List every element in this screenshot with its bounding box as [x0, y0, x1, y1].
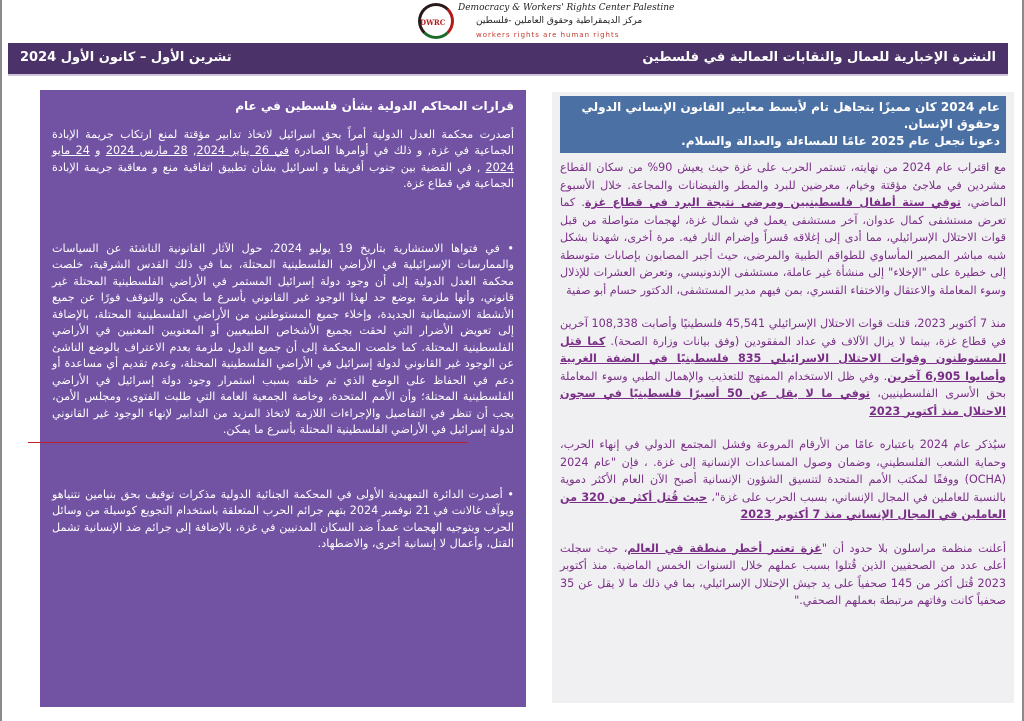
casualties-paragraph — [560, 315, 1006, 420]
logo-english-name: Democracy & Workers' Rights Center Palestine — [458, 3, 675, 13]
date-link[interactable]: في 26 يناير 2024 — [196, 144, 289, 157]
icj-advisory-opinion-paragraph: • في فتواها الاستشارية بتاريخ 19 يوليو 2024، حول الآثار القانونية الناشئة عن السياسات والممارسات الإسرائيلية في الأراضي الفلسطينية المحتلة، بما في ذلك القدس الشرقية، خلصت محكمة العدل الدولية إلى أن وجود دولة إسرائيل المستمر في الأراضي الفلسطينية المحتلة غير قانوني، وأنها ملزمة بوضع حد لهذا الوجود غير القانوني بأسرع ما يمكن، والتوقف فورًا عن جميع الأنشطة الاستيطانية الجديدة، وإخلاء جميع المستوطنين من الأراضي الفلسطينية المحتلة، بالإضافة إلى تعويض الأضرار التي لحقت بجميع الأشخاص الطبيعيين أو المعنويين المعنيين في الأراضي الفلسطينية المحتلة. كما خلصت المحكمة إلى أن جميع الدول ملزمة بعدم الاعتراف بالوضع الناشئ عن الوجود غير القانوني لدولة إسرائيل في الأراضي الفلسطينية المحتلة، وعدم تقديم أي مساعدة أو دعم في الحفاظ على الوضع الذي تم خلقه بسبب استمرار وجود دولة إسرائيل في الأراضي الفلسطينية المحتلة؛ وأن الأمم المتحدة، وخاصة الجمعية العامة التي طلبت الفتوى، ومجلس الأمن، يجب أن تنظر في التفاصيل والإجراءات اللازمة لاتخاذ المزيد من التدابير لإنهاء الوجود غير القانوني لدولة إسرائيل في الأراضي الفلسطينية المحتلة بأسرع ما يمكن. — [52, 241, 514, 436]
highlight-link[interactable]: غزة تعتبر أخطر منطقة في العالم — [627, 541, 822, 555]
icc-arrest-warrants-paragraph: • أصدرت الدائرة التمهيدية الأولى في المحكمة الجنائية الدولية مذكرات توقيف بحق بنيامين نتنياهو ويوآف غالانت في 21 نوفمبر 2024 بتهم جرائم الحرب المتعلقة باستخدام التجويع كوسيلة من وسائل الحرب وبتوجيه الهجمات عمداً ضد السكان المدنيين في غزة، بالإضافة إلى جرائم ضد الإنسانية تشمل القتل، وأعمال لا إنسانية أخرى، والاضطهاد. — [52, 487, 514, 550]
section-title: قرارات المحاكم الدولية بشأن فلسطين في عام — [235, 99, 514, 113]
highlight-line: عام 2024 كان مميزًا بتجاهل تام لأبسط معايير القانون الإنساني الدولي وحقوق الإنسان. — [581, 100, 1000, 131]
journalists-paragraph — [560, 540, 1006, 610]
logo-arabic-name: مركز الديمقراطية وحقوق العاملين -فلسطين — [476, 16, 643, 26]
highlight-box — [560, 96, 1006, 153]
text: , في القضية بين جنوب أفريقيا و اسرائيل بشأن تطبيق اتفاقية منع و معاقبة جريمة الإبادة الجماعية في قطاع غزة. — [52, 160, 514, 190]
logo-tagline: workers rights are human rights — [476, 31, 620, 39]
gaza-war-paragraph — [560, 159, 1006, 299]
text: منذ 7 أكتوبر 2023، قتلت قوات الاحتلال الإسرائيلي 45,541 فلسطينيًا وأصابت 108,338 آخرين في قطاع غزة، بينما لا يزال الآلاف في عداد المفقودين (وفق بيانات وزارة الصحة). — [560, 317, 1006, 348]
text: . كما تعرض مستشفى كمال عدوان، آخر مستشفى يعمل في شمال غزة، لهجمات متواصلة من قبل قوات الاحتلال الإسرائيلي، مما أدى إلى إغلاقه قسراً وإضرام النار فيه. مرة أخرى، شهدنا بشكل شبه مباشر المصير المأساوي للطواقم الطبية والمرضى، حيث أجبر المصابون بإصابات متوسطة إلى خطيرة على "الإخلاء" إلى منشأة غير عاملة، مستشفى الإندونيسي، وتعرض العشرات للإذلال وسوء المعاملة والاعتقال والاختفاء القسري، بمن فيهم مدير المستشفى، الدكتور حسام أبو صفية — [560, 196, 1006, 297]
text: , — [187, 144, 197, 157]
newsletter-title: النشرة الإخبارية للعمال والنقابات العمالية في فلسطين — [642, 50, 996, 65]
highlight-link[interactable]: توفي ستة أطفال فلسطينيين ومرضى نتيجة البرد في قطاع غزة — [584, 196, 961, 209]
text: أصدرت محكمة العدل الدولية أمراً بحق اسرائيل لاتخاذ تدابير مؤقتة لمنع ارتكاب جريمة الإبادة الجماعية في غزة, و ذلك في أوامرها الصادرة — [52, 127, 514, 157]
text: ، حيث سجلت أعلى عدد من الصحفيين الذين قُتلوا بسبب عملهم خلال السنوات الخمس الماضية. منذ أكتوبر 2023 قُتل أكثر من 145 صحفياً على يد جيش الإحتلال الإسرائيلي، بما في ذلك ما لا يقل عن 35 صحفياً كانت وفاتهم مرتبطة بعملهم الصحفي." — [560, 541, 1006, 607]
humanitarian-workers-paragraph — [560, 436, 1006, 524]
highlight-line: دعونا نجعل عام 2025 عامًا للمساءلة والعدالة والسلام. — [681, 134, 1000, 148]
date-link[interactable]: 28 مارس 2024 — [105, 144, 188, 157]
gaza-situation-panel — [552, 92, 1014, 703]
highlight-link[interactable]: حيث قُتل أكثر من 320 من العاملين في المجال الإنساني منذ 7 أكتوبر 2023 — [560, 490, 1006, 521]
highlight-link[interactable]: كما قتل المستوطنون وقوات الاحتلال الاسرائيلي 835 فلسطينيًا في الضفة الغربية وأصابوا 6,905 آخرين — [560, 334, 1007, 383]
date-link[interactable]: 24 مايو 2024 — [52, 144, 514, 174]
icj-provisional-measures-paragraph — [52, 127, 514, 193]
page-border-left — [0, 0, 2, 721]
text: أعلنت منظمة مراسلون بلا حدود أن " — [821, 541, 1006, 555]
international-courts-panel — [40, 90, 526, 707]
text: مع اقتراب عام 2024 من نهايته، تستمر الحرب على غزة حيث يعيش 90% من سكان القطاع مشردين في ملاجئ مؤقتة وخيام، معرضين للبرد والمطر والفيضانات والمجاعة. خلال الأسبوع الماضي، — [560, 161, 1006, 209]
highlight-link[interactable]: توفي ما لا يقل عن 50 أسيرًا فلسطينيًا في سجون الاحتلال منذ أكتوبر 2023 — [560, 387, 1006, 418]
text: سيُذكر عام 2024 باعتباره عامًا من الأرقام المروعة وفشل المجتمع الدولي في إنهاء الحرب، وحماية الشعب الفلسطيني، وضمان وصول المساعدات الإنسانية إلى غزة. ، فإن "عام 2024 (OCHA) ووفقًا لمكتب الأمم المتحدة لتنسيق الشؤون الإنسانية أصبح الآن العام الأكثر دموية بالنسبة للعاملين في المجال الإنساني، بسبب الحرب على غزة"، — [560, 438, 1006, 504]
organization-logo — [418, 2, 675, 42]
text: و — [89, 144, 106, 157]
title-divider — [8, 74, 1008, 76]
newsletter-period: تشرين الأول – كانون الأول 2024 — [20, 50, 232, 65]
annotation-line — [28, 442, 468, 443]
newsletter-title-bar — [8, 43, 1008, 74]
logo-abbr: DWRC — [420, 18, 446, 27]
text: . وفي ظل الاستخدام الممنهج للتعذيب والإهمال الطبي وسوء المعاملة بحق الأسرى الفلسطينيين، — [560, 369, 1006, 400]
